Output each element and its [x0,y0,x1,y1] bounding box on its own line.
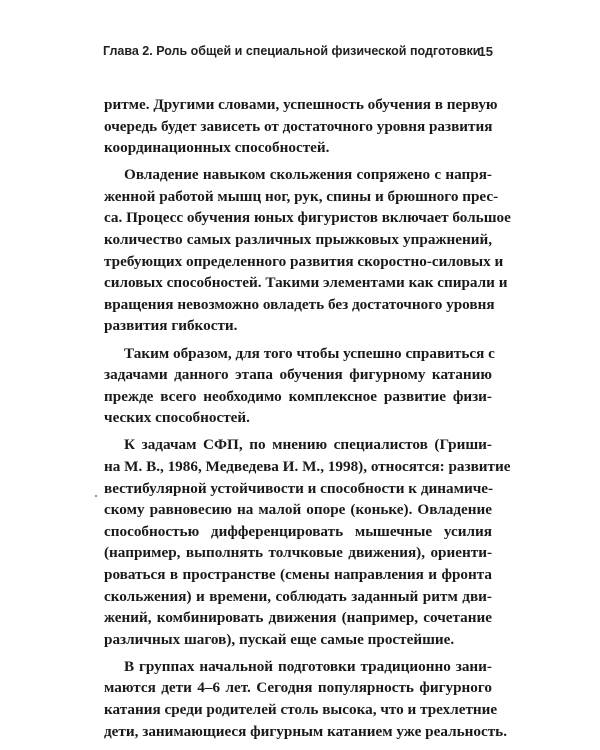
text-line: на М. В., 1986, Медведева И. М., 1998), относятся: развитие [104,458,511,475]
text-line: очередь будет зависеть от достаточного уровня развития [104,117,493,135]
text-line: вестибулярной устойчивости и способности к динамиче- [104,479,494,497]
text-line: са. Процесс обучения юных фигуристов включает большое [104,209,511,227]
paragraph [104,343,495,429]
text-line: ческих способностей. [104,409,250,427]
text-line: маются дети 4–6 лет. Сегодня популярность фигурного [104,679,492,697]
paragraph [104,94,498,159]
text-line: задачами данного этапа обучения фигурному катанию [104,366,492,384]
text-line: Овладение навыком скольжения сопряжено с напря- [124,166,492,184]
text-line: роваться в пространстве (смены направления и фронта [104,565,492,583]
text-line: вращения невозможно овладеть без достаточного уровня [104,295,495,313]
text-line: способностью дифференцировать мышечные усилия [104,522,492,540]
scan-speck [95,495,97,497]
page-body [104,94,511,748]
text-line: прежде всего необходимо комплексное развитие физи- [104,387,492,405]
text-line: Таким образом, для того чтобы успешно справиться с [124,344,495,362]
text-line: К задачам СФП, по мнению специалистов (Гриши- [124,436,492,454]
text-line: женной работой мышц ног, рук, спины и брюшного прес- [104,187,499,205]
text-line: скольжения) и времени, соблюдать заданный ритм дви- [104,587,492,605]
page-number: 15 [478,44,493,59]
text-line: требующих определенного развития скоростно-силовых и [104,252,504,270]
text-line: ритме. Другими словами, успешность обучения в первую [104,96,498,113]
text-line: скому равновесию на малой опоре (коньке). Овладение [104,501,492,519]
text-line: координационных способностей. [104,139,330,157]
running-header [103,44,493,58]
text-line: количество самых различных прыжковых упражнений, [104,231,492,249]
text-line: жений, комбинировать движения (например, сочетание [104,609,492,627]
paragraph [104,434,511,650]
text-line: дети, занимающиеся фигурным катанием уже реальность. [104,722,507,740]
chapter-title: Глава 2. Роль общей и специальной физической подготовки [103,44,481,58]
text-line: В группах начальной подготовки традиционно зани- [124,657,492,675]
text-line: катания среди родителей столь высока, что и трехлетние [104,701,498,719]
paragraph [104,164,511,337]
text-line: различных шагов), пускай еще самые простейшие. [104,630,455,648]
text-line: развития гибкости. [104,317,238,335]
text-line: (например, выполнять толчковые движения), ориенти- [104,544,492,562]
paragraph [104,656,507,742]
text-line: силовых способностей. Такими элементами как спирали и [104,274,508,292]
